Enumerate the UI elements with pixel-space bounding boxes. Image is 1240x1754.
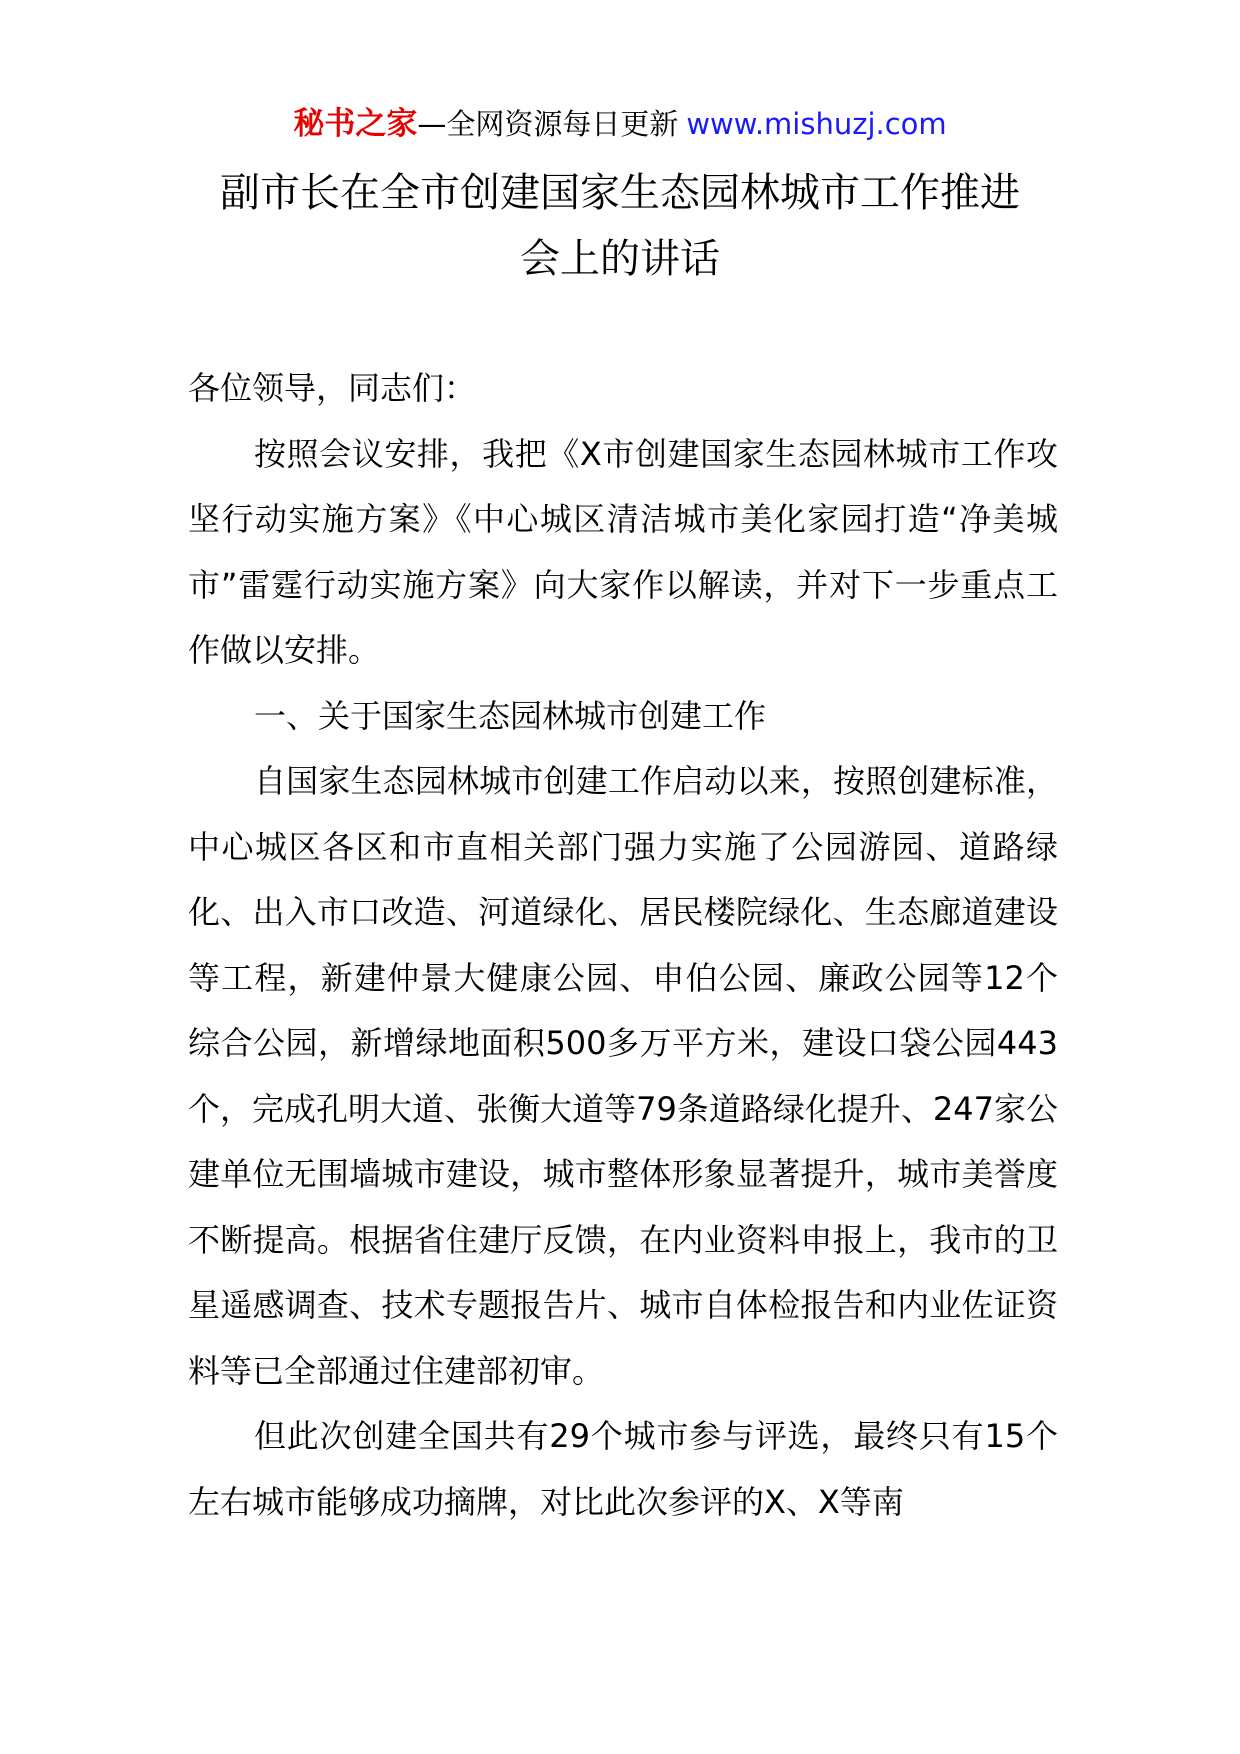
brand-tagline: —全网资源每日更新	[417, 107, 679, 141]
body-paragraph-intro: 按照会议安排，我把《X市创建国家生态园林城市工作攻坚行动实施方案》《中心城区清洁城市美化家园打造“净美城市”雷霆行动实施方案》向大家作以解读，并对下一步重点工作做以安排。	[188, 434, 1058, 669]
document-title-line-2: 会上的讲话	[520, 236, 720, 282]
document-body	[188, 356, 1058, 1535]
body-paragraph-achievements: 自国家生态园林城市创建工作启动以来，按照创建标准，中心城区各区和市直相关部门强力实施了公园游园、道路绿化、出入市口改造、河道绿化、居民楼院绿化、生态廊道建设等工程，新建仲景大健康公园、申伯公园、廉政公园等12个综合公园，新增绿地面积500多万平方米，建设口袋公园443个，完成孔明大道、张衡大道等79条道路绿化提升、247家公建单位无围墙城市建设，城市整体形象显著提升，城市美誉度不断提高。根据省住建厅反馈，在内业资料申报上，我市的卫星遥感调查、技术专题报告片、城市自体检报告和内业佐证资料等已全部通过住建部初审。	[188, 762, 1058, 1390]
brand-name: 秘书之家	[293, 106, 418, 142]
salutation: 各位领导，同志们：	[188, 369, 477, 407]
site-url-link[interactable]: www.mishuzj.com	[686, 107, 947, 141]
document-title	[180, 160, 1060, 292]
body-paragraph-competition: 但此次创建全国共有29个城市参与评选，最终只有15个左右城市能够成功摘牌，对比此次参评的X、X等南	[188, 1417, 1058, 1521]
section-heading-1: 一、关于国家生态园林城市创建工作	[254, 696, 767, 735]
document-header	[0, 104, 1240, 144]
document-title-line-1: 副市长在全市创建国家生态园林城市工作推进	[220, 170, 1020, 216]
